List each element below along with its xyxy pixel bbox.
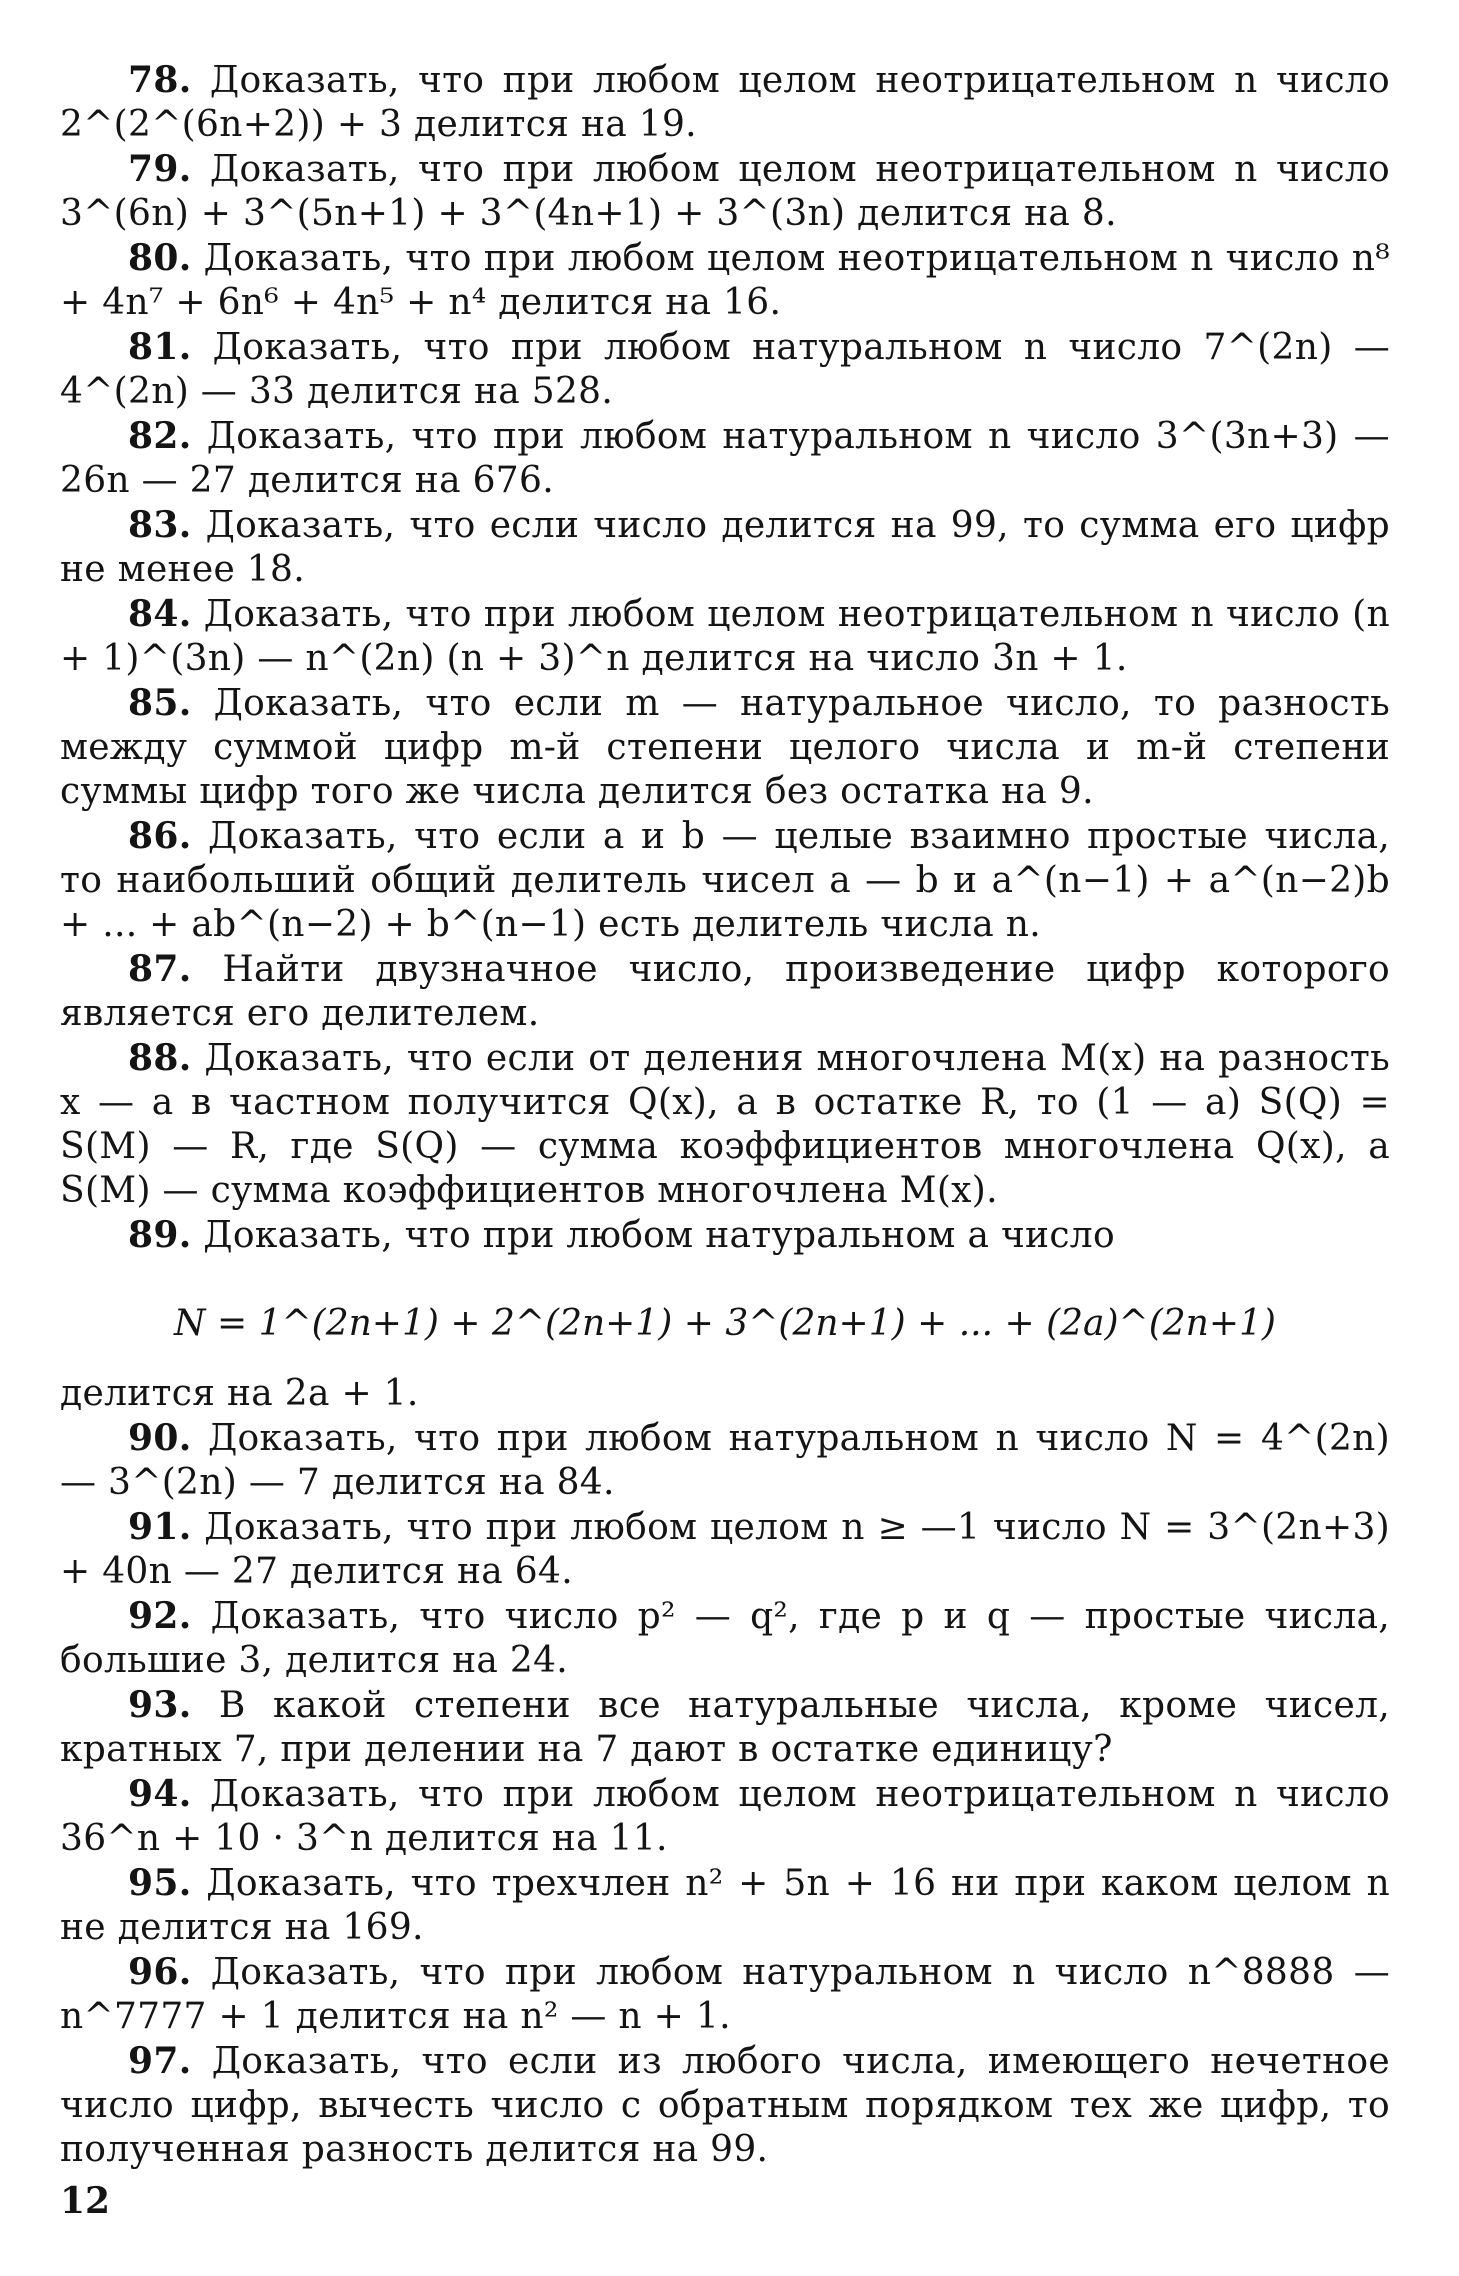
problem-text: Доказать, что трехчлен n² + 5n + 16 ни при каком целом n не делится на 169. (60, 1863, 1391, 1948)
problem-text: Доказать, что при любом целом n ≥ —1 число N = 3^(2n+3) + 40n — 27 делится на 64. (60, 1507, 1390, 1592)
problem-number: 89. (128, 1214, 192, 1256)
problem-text: Доказать, что при любом целом неотрицательном n число n⁸ + 4n⁷ + 6n⁶ + 4n⁵ + n⁴ делится на 16. (60, 238, 1390, 323)
problem-number: 81. (128, 326, 192, 368)
problem-number: 88. (128, 1037, 192, 1079)
problem-83 (60, 503, 1390, 592)
problem-86 (60, 814, 1390, 947)
problem-number: 87. (128, 948, 192, 990)
problem-text: Доказать, что при любом натуральном n число 7^(2n) — 4^(2n) — 33 делится на 528. (60, 327, 1390, 412)
problem-number: 78. (128, 59, 192, 101)
problem-94 (60, 1772, 1390, 1861)
problem-95 (60, 1861, 1390, 1950)
problem-text: Доказать, что если число делится на 99, то сумма его цифр не менее 18. (60, 505, 1391, 590)
problem-text: В какой степени все натуральные числа, кроме чисел, кратных 7, при делении на 7 дают в остатке единицу? (60, 1685, 1390, 1770)
problem-89 (60, 1213, 1390, 1258)
problem-number: 96. (128, 1951, 192, 1993)
problem-number: 84. (128, 593, 192, 635)
problem-text: Доказать, что при любом натуральном n число n^8888 — n^7777 + 1 делится на n² — n + 1. (60, 1952, 1390, 2037)
problem-81 (60, 325, 1390, 414)
problem-text: Доказать, что при любом целом неотрицательном n число 2^(2^(6n+2)) + 3 делится на 19. (60, 60, 1390, 145)
problem-number: 86. (128, 815, 192, 857)
problem-text: Доказать, что при любом целом неотрицательном n число 3^(6n) + 3^(5n+1) + 3^(4n+1) + 3^(3n) делится на 8. (60, 149, 1390, 234)
problem-text: Доказать, что если m — натуральное число, то разность между суммой цифр m-й степени целого числа и m-й степени суммы цифр того же числа делится без остатка на 9. (60, 683, 1390, 812)
page-number: 12 (60, 2180, 111, 2222)
problem-number: 83. (128, 504, 192, 546)
problem-79 (60, 147, 1390, 236)
problem-80 (60, 236, 1390, 325)
problem-text: Доказать, что если от деления многочлена M(x) на разность x — a в частном получится Q(x), а в остатке R, то (1 — a) S(Q) = S(M) — R, где S(Q) — сумма коэффициентов многочлена Q(x), а S(M) — сумма коэффициентов многочлена M(x). (60, 1038, 1390, 1211)
display-formula: N = 1^(2n+1) + 2^(2n+1) + 3^(2n+1) + ... + (2a)^(2n+1) (174, 1303, 1276, 1344)
problem-78 (60, 58, 1390, 147)
problem-text: Доказать, что при любом натуральном n число N = 4^(2n) — 3^(2n) — 7 делится на 84. (60, 1418, 1390, 1503)
problem-96 (60, 1950, 1390, 2039)
problem-text: Доказать, что число p² — q², где p и q — простые числа, большие 3, делится на 24. (60, 1596, 1391, 1681)
problem-number: 82. (128, 415, 192, 457)
problem-84 (60, 592, 1390, 681)
problem-85 (60, 681, 1390, 814)
problem-90 (60, 1416, 1390, 1505)
problem-number: 95. (128, 1862, 192, 1904)
problem-text: Доказать, что если из любого числа, имеющего нечетное число цифр, вычесть число с обратным порядком тех же цифр, то полученная разность делится на 99. (60, 2041, 1390, 2170)
problem-text: Доказать, что при любом натуральном a число (203, 1215, 1115, 1256)
problem-text: Доказать, что если a и b — целые взаимно простые числа, то наибольший общий делитель чисел a — b и a^(n−1) + a^(n−2)b + ... + ab^(n−2) + b^(n−1) есть делитель числа n. (60, 816, 1390, 945)
problem-text: Доказать, что при любом целом неотрицательном n число 36^n + 10 · 3^n делится на 11. (60, 1774, 1390, 1859)
problem-89-continuation: делится на 2a + 1. (60, 1373, 419, 1414)
problem-91 (60, 1505, 1390, 1594)
problem-number: 90. (128, 1417, 192, 1459)
problem-number: 80. (128, 237, 192, 279)
problem-number: 93. (128, 1684, 192, 1726)
problem-87 (60, 947, 1390, 1036)
problem-number: 79. (128, 148, 192, 190)
problem-93 (60, 1683, 1390, 1772)
problem-number: 92. (128, 1595, 192, 1637)
problem-number: 94. (128, 1773, 192, 1815)
problem-text: Доказать, что при любом целом неотрицательном n число (n + 1)^(3n) — n^(2n) (n + 3)^n делится на число 3n + 1. (60, 594, 1391, 679)
problem-text: Найти двузначное число, произведение цифр которого является его делителем. (60, 949, 1391, 1034)
problem-97 (60, 2039, 1390, 2172)
problem-number: 91. (128, 1506, 192, 1548)
problem-92 (60, 1594, 1390, 1683)
problem-82 (60, 414, 1390, 503)
problem-number: 85. (128, 682, 192, 724)
problem-text: Доказать, что при любом натуральном n число 3^(3n+3) — 26n — 27 делится на 676. (60, 416, 1390, 501)
page-body (60, 58, 1390, 2238)
problem-88 (60, 1036, 1390, 1213)
problem-number: 97. (128, 2040, 192, 2082)
